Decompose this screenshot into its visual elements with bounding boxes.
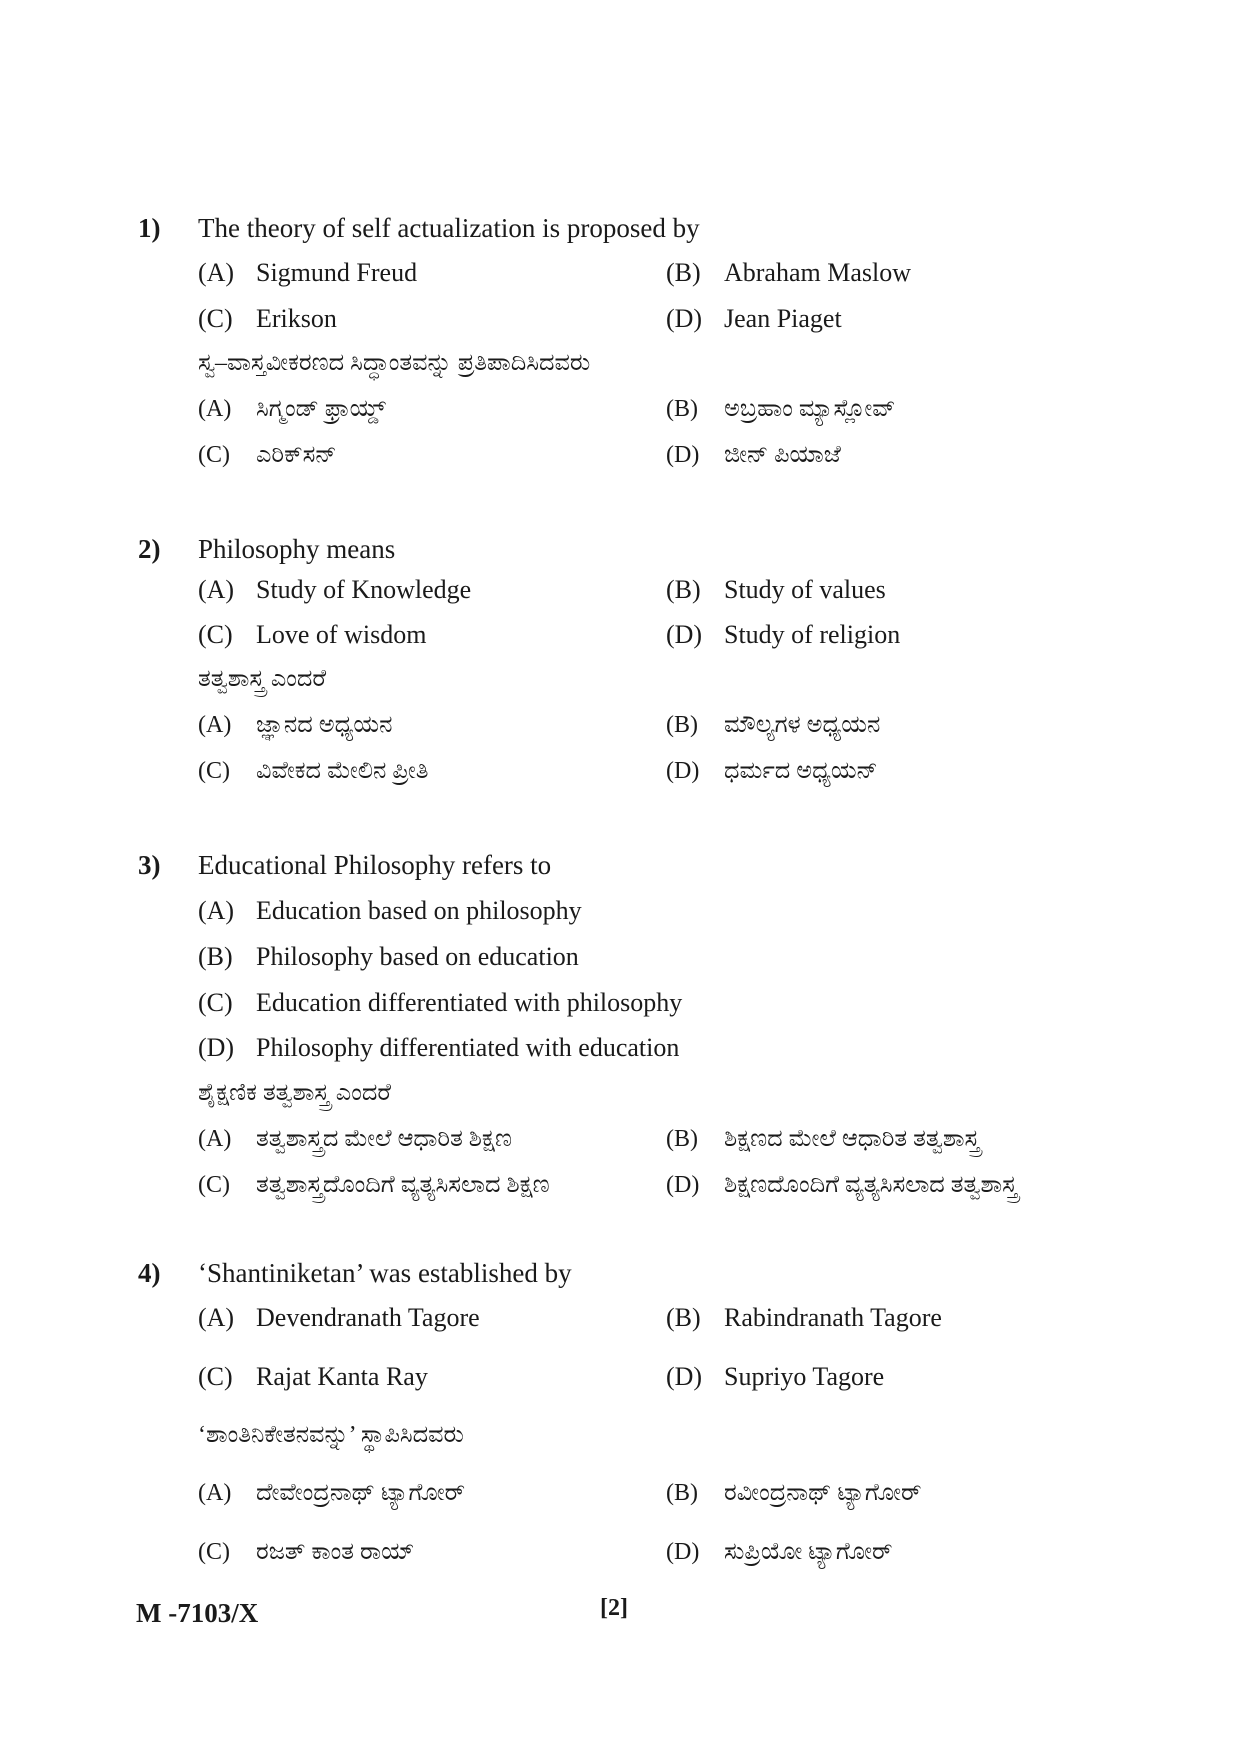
option-a-kannada	[198, 396, 386, 423]
option-b-kannada	[666, 396, 895, 423]
option-label: (C)	[198, 620, 233, 649]
option-label: (D)	[666, 758, 700, 784]
option-c-english	[198, 304, 337, 334]
option-text: Jean Piaget	[724, 304, 842, 333]
option-label: (B)	[666, 575, 701, 604]
option-label: (D)	[198, 1033, 235, 1062]
option-label: (B)	[666, 1126, 698, 1152]
option-label: (C)	[198, 442, 230, 468]
option-text: Study of religion	[724, 620, 901, 649]
option-a-english	[198, 575, 471, 605]
option-label: (B)	[666, 258, 701, 287]
option-c-kannada	[198, 442, 337, 469]
option-label: (B)	[666, 396, 698, 422]
option-c-kannada	[198, 758, 428, 785]
option-label: (C)	[198, 304, 233, 333]
option-d-kannada	[666, 758, 878, 785]
option-label: (D)	[666, 1539, 700, 1565]
option-c-kannada	[198, 1172, 550, 1199]
question-number: 3)	[138, 850, 161, 880]
option-label: (A)	[198, 575, 235, 604]
question-number: 2)	[138, 534, 161, 564]
option-text: ವಿವೇಕದ ಮೇಲಿನ ಪ್ರೀತಿ	[256, 758, 429, 784]
option-text: ಎರಿಕ್‌ಸನ್	[256, 442, 337, 468]
option-c-english	[198, 988, 682, 1018]
question-stem-kannada: ‘ಶಾಂತಿನಿಕೇತನವನ್ನು’ ಸ್ಥಾಪಿಸಿದವರು	[198, 1422, 464, 1448]
option-text: Study of values	[724, 575, 886, 604]
option-text: Rabindranath Tagore	[724, 1303, 942, 1332]
option-text: Love of wisdom	[256, 620, 427, 649]
option-text: ತತ್ವಶಾಸ್ತ್ರದೊಂದಿಗೆ ವ್ಯತ್ಯಸಿಸಲಾದ ಶಿಕ್ಷಣ	[256, 1172, 550, 1198]
option-b-kannada	[666, 1126, 980, 1153]
option-text: Sigmund Freud	[256, 258, 418, 287]
option-label: (C)	[198, 1539, 230, 1565]
option-text: ಜ್ಞಾನದ ಅಧ್ಯಯನ	[256, 712, 393, 738]
option-a-kannada	[198, 1480, 465, 1507]
question-stem-english: ‘Shantiniketan’ was established by	[198, 1258, 572, 1288]
option-text: Devendranath Tagore	[256, 1303, 480, 1332]
option-label: (A)	[198, 1303, 235, 1332]
option-b-english	[666, 1303, 942, 1333]
paper-code: M -7103/X	[136, 1598, 259, 1628]
option-text: Abraham Maslow	[724, 258, 912, 287]
option-text: Supriyo Tagore	[724, 1362, 885, 1391]
option-text: Philosophy differentiated with education	[256, 1033, 680, 1062]
option-label: (C)	[198, 988, 233, 1017]
option-text: ಸುಪ್ರಿಯೋ ಟ್ಯಾಗೋರ್	[724, 1539, 893, 1565]
option-d-english	[666, 1362, 884, 1392]
option-label: (B)	[198, 942, 233, 971]
option-label: (C)	[198, 758, 230, 784]
option-text: Rajat Kanta Ray	[256, 1362, 428, 1391]
option-text: ಶಿಕ್ಷಣದ ಮೇಲೆ ಆಧಾರಿತ ತತ್ವಶಾಸ್ತ್ರ	[724, 1126, 980, 1152]
option-text: ಧರ್ಮದ ಅಧ್ಯಯನ್	[724, 758, 878, 784]
option-label: (B)	[666, 712, 698, 738]
option-d-kannada	[666, 442, 841, 469]
option-d-english	[666, 304, 842, 334]
question-stem-english: Educational Philosophy refers to	[198, 850, 552, 880]
option-label: (A)	[198, 712, 232, 738]
option-text: ಮೌಲ್ಯಗಳ ಅಧ್ಯಯನ	[724, 712, 881, 738]
option-label: (B)	[666, 1480, 698, 1506]
option-b-english	[198, 942, 579, 972]
option-label: (D)	[666, 442, 700, 468]
option-label: (D)	[666, 620, 703, 649]
option-text: ಶಿಕ್ಷಣದೊಂದಿಗೆ ವ್ಯತ್ಯಸಿಸಲಾದ ತತ್ವಶಾಸ್ತ್ರ	[724, 1172, 1018, 1198]
option-text: ಸಿಗ್ಮಂಡ್ ಫ್ರಾಯ್ಡ್	[256, 396, 386, 422]
question-stem-english: The theory of self actualization is proposed by	[198, 213, 700, 243]
option-label: (A)	[198, 1480, 232, 1506]
option-label: (D)	[666, 1172, 700, 1198]
option-label: (C)	[198, 1172, 230, 1198]
option-text: ರವೀಂದ್ರನಾಥ್ ಟ್ಯಾಗೋರ್	[724, 1480, 922, 1506]
option-d-kannada	[666, 1172, 1018, 1199]
option-label: (A)	[198, 258, 235, 287]
option-text: ಜೀನ್ ಪಿಯಾಜೆ	[724, 442, 841, 468]
option-a-english	[198, 258, 417, 288]
option-label: (D)	[666, 1362, 703, 1391]
option-label: (D)	[666, 304, 703, 333]
option-a-english	[198, 896, 582, 926]
option-text: Study of Knowledge	[256, 575, 472, 604]
question-number: 4)	[138, 1258, 161, 1288]
question-stem-english: Philosophy means	[198, 534, 396, 564]
option-text: Erikson	[256, 304, 337, 333]
page-number: [2]	[600, 1595, 628, 1621]
option-d-english	[666, 620, 900, 650]
option-label: (A)	[198, 896, 235, 925]
question-stem-kannada: ಶೈಕ್ಷಣಿಕ ತತ್ವಶಾಸ್ತ್ರ ಎಂದರೆ	[198, 1080, 392, 1106]
option-label: (A)	[198, 396, 232, 422]
option-a-english	[198, 1303, 480, 1333]
option-text: Education based on philosophy	[256, 896, 582, 925]
option-b-english	[666, 575, 886, 605]
option-b-kannada	[666, 1480, 922, 1507]
option-text: ತತ್ವಶಾಸ್ತ್ರದ ಮೇಲೆ ಆಧಾರಿತ ಶಿಕ್ಷಣ	[256, 1126, 512, 1152]
option-c-kannada	[198, 1539, 415, 1566]
option-b-kannada	[666, 712, 880, 739]
question-stem-kannada: ಸ್ವ–ವಾಸ್ತವೀಕರಣದ ಸಿದ್ಧಾಂತವನ್ನು ಪ್ರತಿಪಾದಿಸಿದವರು	[198, 350, 591, 376]
option-text: ಅಬ್ರಹಾಂ ಮ್ಯಾಸ್ಲೋವ್	[724, 396, 896, 422]
option-label: (B)	[666, 1303, 701, 1332]
option-text: Philosophy based on education	[256, 942, 579, 971]
option-label: (C)	[198, 1362, 233, 1391]
option-d-kannada	[666, 1539, 892, 1566]
option-c-english	[198, 1362, 428, 1392]
option-a-kannada	[198, 712, 392, 739]
option-text: Education differentiated with philosophy	[256, 988, 683, 1017]
option-c-english	[198, 620, 426, 650]
option-d-english	[198, 1033, 679, 1063]
option-label: (A)	[198, 1126, 232, 1152]
question-number: 1)	[138, 213, 161, 243]
option-text: ರಜತ್ ಕಾಂತ ರಾಯ್	[256, 1539, 415, 1565]
question-stem-kannada: ತತ್ವಶಾಸ್ತ್ರ ಎಂದರೆ	[198, 666, 327, 692]
option-text: ದೇವೇಂದ್ರನಾಥ್ ಟ್ಯಾಗೋರ್	[256, 1480, 466, 1506]
option-a-kannada	[198, 1126, 512, 1153]
option-b-english	[666, 258, 911, 288]
